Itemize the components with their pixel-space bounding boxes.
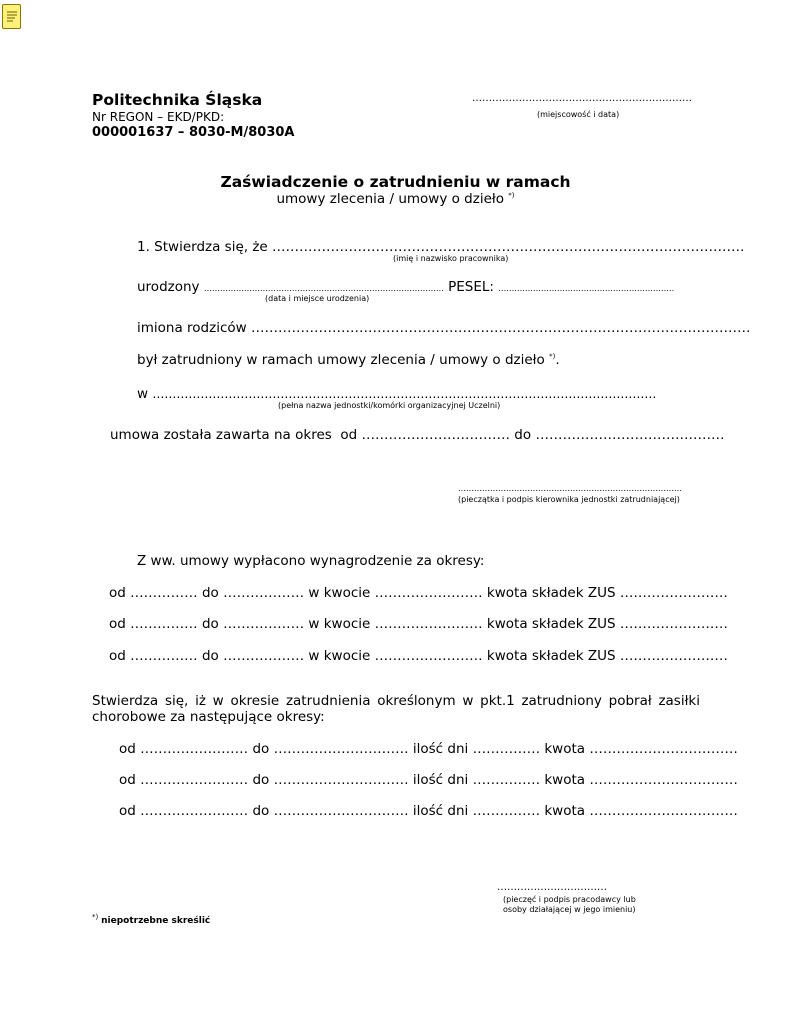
contract-period-line [110,427,724,443]
payment-from-field[interactable]: …………… [130,585,198,601]
contract-from-field[interactable]: …………………………… [361,427,510,443]
payment-amount-label: w kwocie [308,585,371,601]
zus-label: kwota składek ZUS [486,585,616,601]
sick-row [119,741,738,757]
contract-label: umowa została zawarta na okres od [110,427,358,443]
payment-from-field[interactable]: …………… [130,616,198,632]
unit-label: w [137,386,149,402]
parents-label: imiona rodziców [137,320,247,336]
employer-hint-1: (pieczęć i podpis pracodawcy lub [503,895,636,904]
document-subtitle [0,191,791,207]
parents-field[interactable]: ………………………………………………………………………………………………… [250,320,751,336]
payment-to-label: do [201,616,219,632]
sick-amount-field[interactable]: …………………………… [589,803,738,819]
payment-row [109,585,728,601]
sick-days-field[interactable]: …………… [472,772,541,788]
employer-hint-2: osoby działającej w jego imieniu) [503,905,636,914]
footnote-text: niepotrzebne skreślić [101,916,211,926]
employer-signature-field[interactable]: …………………………… [497,882,607,893]
footnote-mark: *) [92,913,99,921]
org-name: Politechnika Śląska [92,91,263,109]
payment-to-field[interactable]: ……………… [223,616,305,632]
sick-to-field[interactable]: ………………………… [273,803,409,819]
sick-amount-field[interactable]: …………………………… [589,741,738,757]
zus-field[interactable]: …………………… [619,585,728,601]
contract-to-label: do [514,427,532,443]
contract-to-field[interactable]: …………………………………… [535,427,725,443]
employee-name-line [137,239,745,255]
zus-label: kwota składek ZUS [486,648,616,664]
sick-to-field[interactable]: ………………………… [273,741,409,757]
pesel-field[interactable]: ………………………………………………………… [498,284,675,293]
birth-hint: (data i miejsce urodzenia) [265,294,370,303]
sick-to-label: do [252,803,270,819]
footnote [92,913,210,926]
payment-to-field[interactable]: ……………… [223,648,305,664]
employee-name-hint: (imię i nazwisko pracownika) [393,254,509,263]
employed-line [137,352,560,368]
payment-amount-field[interactable]: …………………… [374,648,483,664]
sick-from-label: od [119,803,136,819]
parents-line [137,320,750,336]
place-date-field[interactable]: ………………………………………………………… [472,93,692,104]
sick-row [119,803,738,819]
unit-hint: (pełna nazwa jednostki/komórki organizacyjnej Uczelni) [278,401,501,410]
payment-from-label: od [109,616,126,632]
sick-days-label: ilość dni [412,803,469,819]
unit-field[interactable]: ……………………………………………………………………………………………………………… [152,387,657,401]
subtitle-footnote-mark: *) [508,191,515,200]
payment-from-field[interactable]: …………… [130,648,198,664]
sick-amount-label: kwota [544,803,586,819]
birth-line [137,279,674,295]
sick-amount-field[interactable]: …………………………… [589,772,738,788]
place-date-hint: (miejscowość i data) [537,110,620,119]
payment-from-label: od [109,585,126,601]
sick-from-label: od [119,772,136,788]
payment-amount-field[interactable]: …………………… [374,585,483,601]
zus-label: kwota składek ZUS [486,616,616,632]
payment-row [109,616,728,632]
birth-field[interactable]: ……………………………………………………………………………… [203,284,444,293]
regon-value: 000001637 – 8030-M/8030A [92,125,295,140]
payment-row [109,648,728,664]
employed-footnote-mark: *) [549,352,556,361]
sick-amount-label: kwota [544,772,586,788]
note-icon[interactable] [2,4,21,29]
sick-to-field[interactable]: ………………………… [273,772,409,788]
sick-from-field[interactable]: …………………… [140,803,249,819]
sick-to-label: do [252,772,270,788]
payment-to-label: do [201,648,219,664]
sick-from-label: od [119,741,136,757]
payment-amount-label: w kwocie [308,648,371,664]
zus-field[interactable]: …………………… [619,616,728,632]
employee-name-field[interactable]: …………………………………………………………………………………………… [272,239,745,255]
sick-days-label: ilość dni [412,741,469,757]
sick-from-field[interactable]: …………………… [140,741,249,757]
employed-end: . [555,352,560,368]
sick-row [119,772,738,788]
sick-days-label: ilość dni [412,772,469,788]
sick-days-field[interactable]: …………… [472,741,541,757]
sick-days-field[interactable]: …………… [472,803,541,819]
document-title: Zaświadczenie o zatrudnieniu w ramach [220,173,571,191]
unit-stamp-field[interactable]: ………………………………………………………………………… [458,484,682,493]
subtitle-text: umowy zlecenia / umowy o dzieło [276,191,504,207]
zus-field[interactable]: …………………… [619,648,728,664]
unit-stamp-hint: (pieczątka i podpis kierownika jednostki zatrudniającej) [458,495,680,504]
payment-to-field[interactable]: ……………… [223,585,305,601]
payment-from-label: od [109,648,126,664]
born-label: urodzony [137,279,200,295]
sick-from-field[interactable]: …………………… [140,772,249,788]
employed-text: był zatrudniony w ramach umowy zlecenia / umowy o dzieło [137,352,545,368]
unit-line [137,386,656,402]
sick-amount-label: kwota [544,741,586,757]
payment-amount-field[interactable]: …………………… [374,616,483,632]
pesel-label: PESEL: [448,279,494,295]
employee-name-label: 1. Stwierdza się, że [137,239,268,255]
payment-to-label: do [201,585,219,601]
payment-amount-label: w kwocie [308,616,371,632]
regon-label: Nr REGON – EKD/PKD: [92,110,225,124]
sick-leave-intro: Stwierdza się, iż w okresie zatrudnienia określonym w pkt.1 zatrudniony pobrał zasiłki chorobowe za następujące okresy: [92,693,700,725]
sick-to-label: do [252,741,270,757]
payments-intro: Z ww. umowy wypłacono wynagrodzenie za okresy: [137,553,485,569]
